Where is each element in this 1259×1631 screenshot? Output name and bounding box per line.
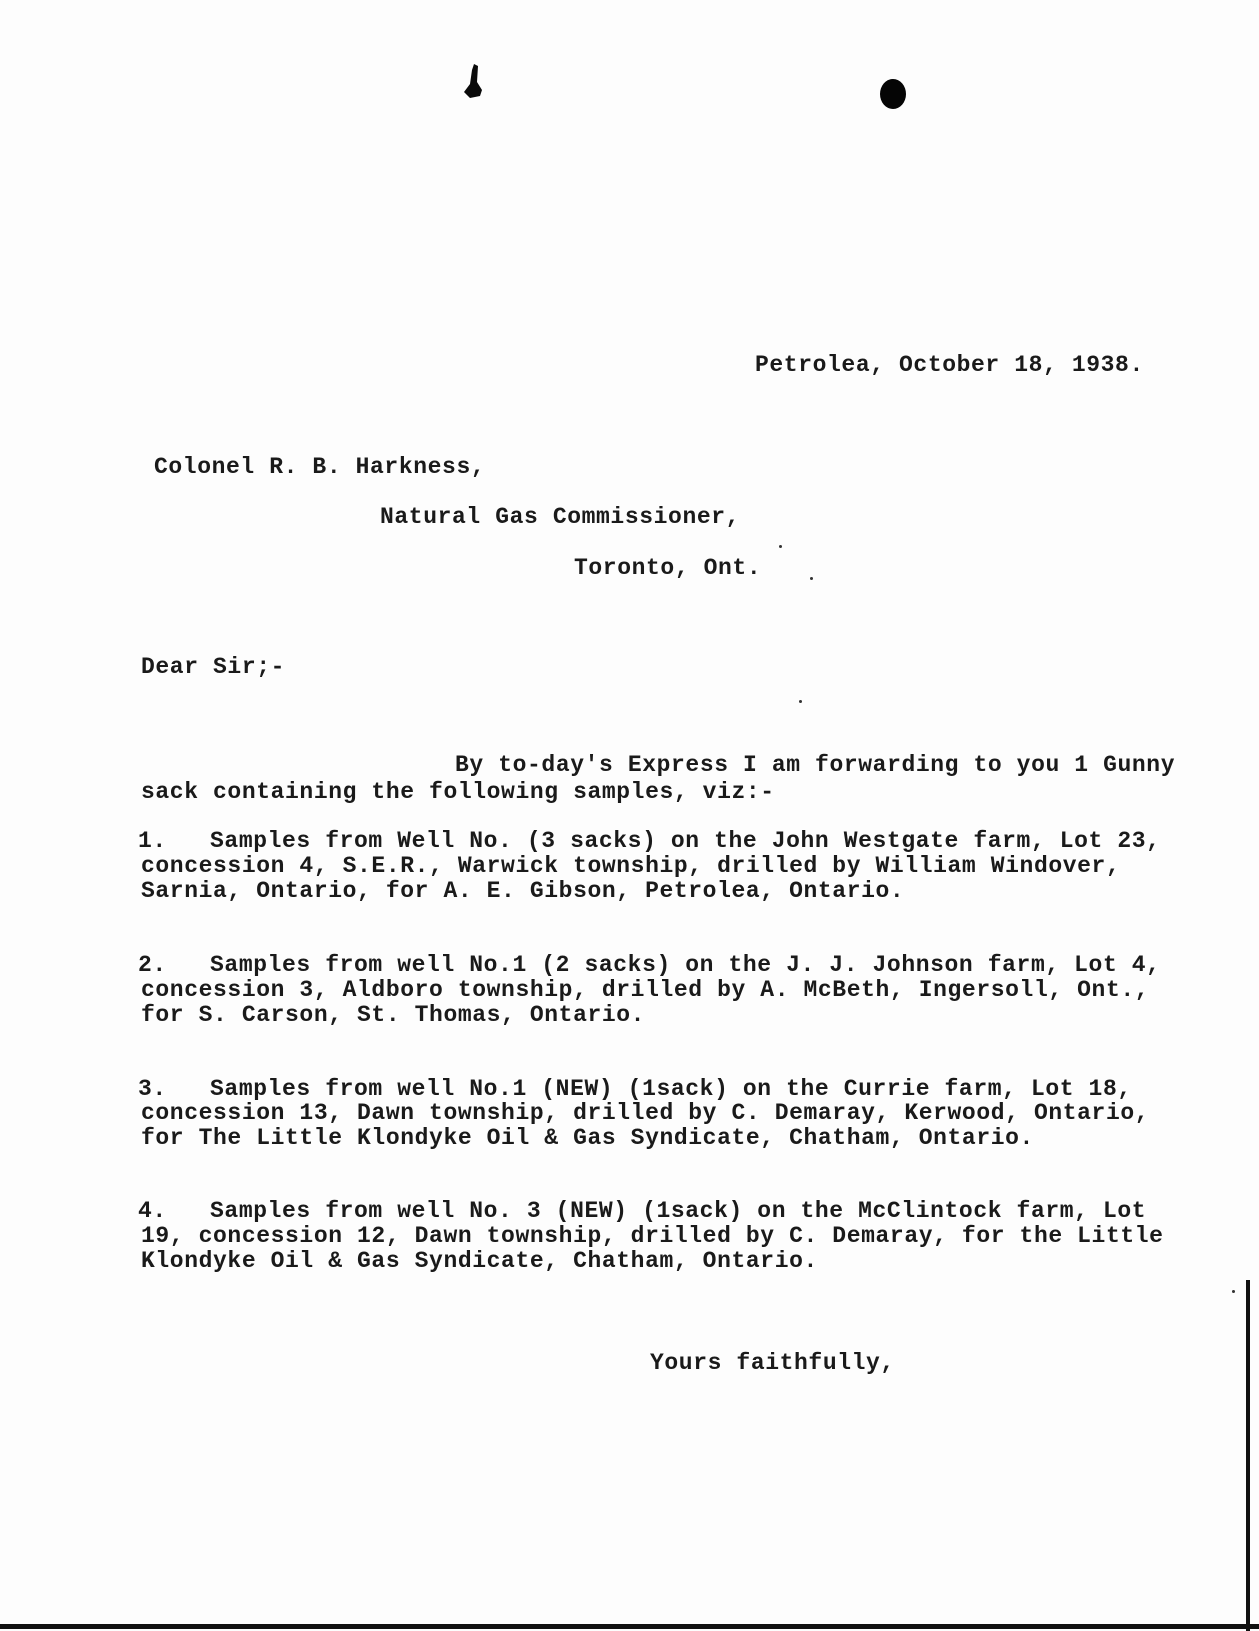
paper-speck xyxy=(810,577,813,580)
item-1-line-3: Sarnia, Ontario, for A. E. Gibson, Petrolea, Ontario. xyxy=(141,878,905,904)
paper-speck xyxy=(1232,1290,1235,1293)
item-2-line-2: concession 3, Aldboro township, drilled by A. McBeth, Ingersoll, Ont., xyxy=(141,977,1150,1003)
item-3-line-2: concession 13, Dawn township, drilled by C. Demaray, Kerwood, Ontario, xyxy=(141,1100,1150,1126)
recipient-title: Natural Gas Commissioner, xyxy=(380,504,741,530)
intro-line-2: sack containing the following samples, viz:- xyxy=(141,779,775,805)
paper-speck xyxy=(799,700,802,703)
item-4-line-3: Klondyke Oil & Gas Syndicate, Chatham, Ontario. xyxy=(141,1248,818,1274)
dateline: Petrolea, October 18, 1938. xyxy=(755,352,1144,378)
item-1-line-2: concession 4, S.E.R., Warwick township, drilled by William Windover, xyxy=(141,853,1121,879)
intro-line-1: By to-day's Express I am forwarding to you 1 Gunny xyxy=(455,752,1176,778)
item-3-line-1: 3. Samples from well No.1 (NEW) (1sack) on the Currie farm, Lot 18, xyxy=(138,1076,1132,1102)
item-2-line-3: for S. Carson, St. Thomas, Ontario. xyxy=(141,1002,646,1028)
salutation: Dear Sir;- xyxy=(141,654,286,680)
closing: Yours faithfully, xyxy=(650,1350,895,1376)
punch-hole-mark-left xyxy=(462,62,484,102)
scan-edge-bottom xyxy=(0,1624,1259,1629)
item-2-line-1: 2. Samples from well No.1 (2 sacks) on the J. J. Johnson farm, Lot 4, xyxy=(138,952,1161,978)
paper-speck xyxy=(779,545,782,548)
recipient-city: Toronto, Ont. xyxy=(574,555,762,581)
scan-edge-right xyxy=(1246,1280,1250,1631)
punch-hole-mark-right xyxy=(878,77,908,111)
recipient-name: Colonel R. B. Harkness, xyxy=(154,454,486,480)
item-4-line-1: 4. Samples from well No. 3 (NEW) (1sack) on the McClintock farm, Lot xyxy=(138,1198,1147,1224)
item-4-line-2: 19, concession 12, Dawn township, drilled by C. Demaray, for the Little xyxy=(141,1223,1164,1249)
item-3-line-3: for The Little Klondyke Oil & Gas Syndicate, Chatham, Ontario. xyxy=(141,1125,1034,1151)
item-1-line-1: 1. Samples from Well No. (3 sacks) on the John Westgate farm, Lot 23, xyxy=(138,828,1161,854)
